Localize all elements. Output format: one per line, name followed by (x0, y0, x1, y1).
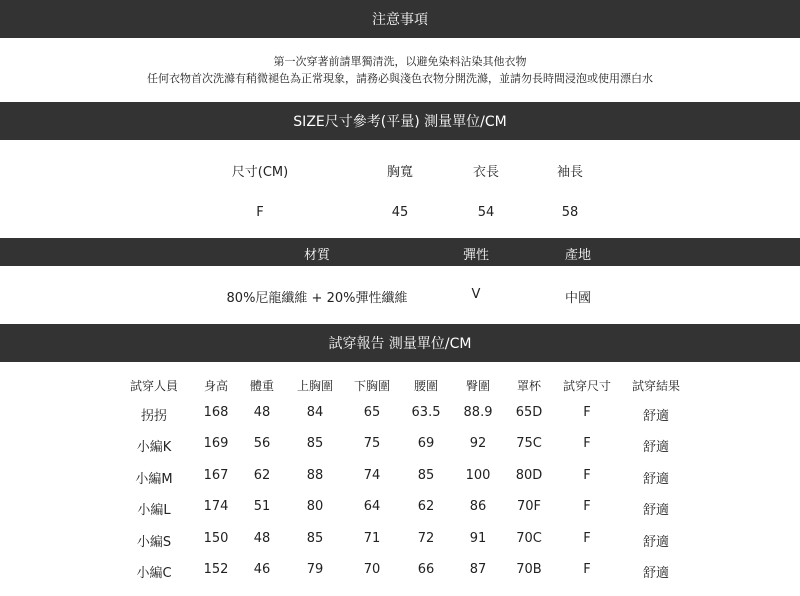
fitting-cell: F (583, 562, 591, 577)
fitting-cell: F (583, 531, 591, 546)
notice-title: 注意事項 (372, 12, 428, 28)
fitting-cell: 小編C (136, 566, 172, 581)
size-header-cell: 衣長 (472, 165, 500, 180)
size-value-cell: 58 (561, 205, 579, 220)
fitting-cell: 51 (253, 499, 271, 514)
size-chart-title: SIZE尺寸參考(平量) 測量單位/CM (293, 114, 507, 130)
fitting-cell: F (583, 499, 591, 514)
fitting-header-cell: 試穿尺寸 (562, 379, 612, 393)
fitting-cell: 舒適 (642, 503, 670, 518)
size-header-cell: 袖長 (556, 165, 584, 180)
fitting-header-cell: 下胸圍 (353, 379, 391, 393)
fitting-cell: 70B (516, 562, 542, 577)
size-chart-header (0, 102, 800, 140)
fitting-cell: 86 (469, 499, 487, 514)
fitting-cell: 92 (469, 436, 487, 451)
fitting-cell: 74 (363, 468, 381, 483)
fitting-cell: 62 (417, 499, 435, 514)
fitting-header-cell: 體重 (249, 379, 275, 393)
fitting-cell: 85 (306, 531, 324, 546)
fitting-title: 試穿報告 測量單位/CM (328, 336, 472, 352)
size-value-cell: 45 (391, 205, 409, 220)
fitting-cell: 64 (363, 499, 381, 514)
fitting-cell: 舒適 (642, 535, 670, 550)
fitting-cell: 91 (469, 531, 487, 546)
size-value-cell: 54 (477, 205, 495, 220)
fitting-cell: 拐拐 (140, 409, 168, 424)
fitting-header-cell: 身高 (203, 379, 229, 393)
fitting-cell: 62 (253, 468, 271, 483)
fitting-cell: 87 (469, 562, 487, 577)
fitting-cell: 舒適 (642, 440, 670, 455)
fitting-header-cell: 臀圍 (465, 379, 491, 393)
fitting-cell: 88 (306, 468, 324, 483)
fitting-cell: 100 (465, 468, 491, 483)
fitting-cell: 168 (203, 405, 229, 420)
fitting-cell: 56 (253, 436, 271, 451)
fitting-cell: 85 (417, 468, 435, 483)
fitting-header-cell: 試穿人員 (129, 379, 179, 393)
fitting-cell: 152 (203, 562, 229, 577)
fitting-cell: 75 (363, 436, 381, 451)
fitting-cell: F (583, 405, 591, 420)
fitting-cell: F (583, 468, 591, 483)
fitting-cell: 舒適 (642, 566, 670, 581)
size-value-cell: F (256, 205, 264, 220)
fitting-header-cell: 試穿結果 (631, 379, 681, 393)
fitting-cell: 72 (417, 531, 435, 546)
fitting-cell: 150 (203, 531, 229, 546)
fitting-cell: 65 (363, 405, 381, 420)
fitting-cell: F (583, 436, 591, 451)
fitting-cell: 70 (363, 562, 381, 577)
fitting-cell: 46 (253, 562, 271, 577)
fitting-cell: 48 (253, 405, 271, 420)
fitting-header-cell: 上胸圍 (296, 379, 334, 393)
fitting-cell: 65D (515, 405, 543, 420)
fitting-cell: 舒適 (642, 409, 670, 424)
elasticity-value: V (471, 287, 481, 302)
size-header-cell: 胸寬 (386, 165, 414, 180)
fitting-cell: 69 (417, 436, 435, 451)
notice-line-1: 第一次穿著前請單獨清洗，以避免染料沾染其他衣物 (273, 55, 527, 68)
notice-line-2: 任何衣物首次洗滌有稍微褪色為正常現象，請務必與淺色衣物分開洗滌，並請勿長時間浸泡或使用漂白水 (147, 72, 653, 85)
fitting-cell: 79 (306, 562, 324, 577)
elasticity-header-cell: 彈性 (462, 248, 490, 263)
fitting-cell: 66 (417, 562, 435, 577)
fitting-cell: 75C (516, 436, 542, 451)
fitting-cell: 小編L (137, 503, 171, 518)
fitting-cell: 小編M (135, 472, 173, 487)
fitting-cell: 71 (363, 531, 381, 546)
origin-value: 中國 (564, 291, 592, 306)
fitting-header (0, 324, 800, 362)
fitting-cell: 70F (516, 499, 542, 514)
fitting-cell: 169 (203, 436, 229, 451)
fitting-cell: 63.5 (411, 405, 441, 420)
notice-header (0, 0, 800, 38)
fitting-cell: 48 (253, 531, 271, 546)
fitting-cell: 舒適 (642, 472, 670, 487)
fitting-header-cell: 腰圍 (413, 379, 439, 393)
fitting-cell: 88.9 (463, 405, 493, 420)
fitting-cell: 70C (516, 531, 542, 546)
fitting-cell: 80D (515, 468, 543, 483)
fitting-header-cell: 罩杯 (516, 379, 542, 393)
size-header-cell: 尺寸(CM) (231, 165, 289, 180)
fitting-cell: 174 (203, 499, 229, 514)
fitting-cell: 84 (306, 405, 324, 420)
material-header-bar (0, 238, 800, 266)
fitting-cell: 小編K (136, 440, 172, 455)
material-header-cell: 材質 (303, 248, 331, 263)
material-value: 80%尼龍纖維 + 20%彈性纖維 (226, 291, 408, 306)
fitting-cell: 167 (203, 468, 229, 483)
fitting-cell: 小編S (136, 535, 172, 550)
fitting-cell: 80 (306, 499, 324, 514)
origin-header-cell: 產地 (564, 248, 592, 263)
fitting-cell: 85 (306, 436, 324, 451)
